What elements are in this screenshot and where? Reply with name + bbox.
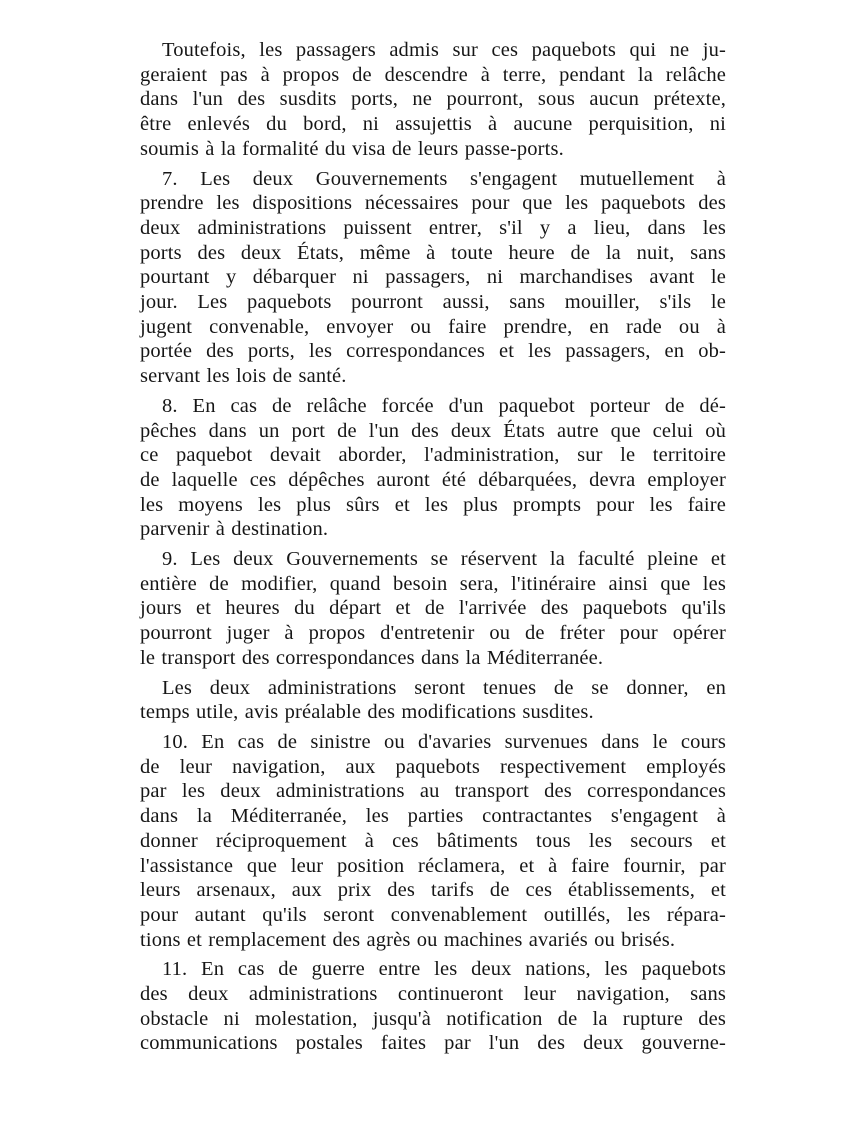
text-line: l'assistance que leur position réclamera, et à faire fournir, par xyxy=(140,854,726,877)
text-line: jours et heures du départ et de l'arrivée des paquebots qu'ils xyxy=(140,597,726,620)
article-9-addendum xyxy=(140,676,726,725)
text-line: prendre les dispositions nécessaires pour que les paquebots des xyxy=(140,192,726,215)
text-line: dans la Méditerranée, les parties contractantes s'engagent à xyxy=(140,805,726,828)
text-line: deux administrations puissent entrer, s'il y a lieu, dans les xyxy=(140,216,726,239)
text-line: Les deux administrations seront tenues de se donner, en xyxy=(162,676,726,699)
text-line: 11. En cas de guerre entre les deux nations, les paquebots xyxy=(162,958,726,981)
text-line: tions et remplacement des agrès ou machines avariés ou brisés. xyxy=(140,928,676,951)
text-line: pour autant qu'ils seront convenablement outillés, les répara- xyxy=(140,903,726,926)
text-line: leurs arsenaux, aux prix des tarifs de ces établissements, et xyxy=(140,879,726,902)
text-line: parvenir à destination. xyxy=(140,518,329,541)
body-text xyxy=(140,38,726,1061)
text-line: Toutefois, les passagers admis sur ces paquebots qui ne ju- xyxy=(162,39,726,61)
article-8 xyxy=(140,394,726,542)
text-line: pourront juger à propos d'entretenir ou de fréter pour opérer xyxy=(140,622,726,645)
text-line: geraient pas à propos de descendre à terre, pendant la relâche xyxy=(140,63,726,86)
text-line: être enlevés du bord, ni assujettis à aucune perquisition, ni xyxy=(140,113,726,136)
text-line: jugent convenable, envoyer ou faire prendre, en rade ou à xyxy=(140,315,726,338)
paragraph-passengers xyxy=(140,38,726,162)
article-9 xyxy=(140,547,726,671)
text-line: 8. En cas de relâche forcée d'un paquebot porteur de dé- xyxy=(162,394,726,417)
text-line: dans l'un des susdits ports, ne pourront, sous aucun prétexte, xyxy=(140,88,726,111)
text-line: communications postales faites par l'un des deux gouverne- xyxy=(140,1032,726,1055)
article-10 xyxy=(140,730,726,952)
text-line: jour. Les paquebots pourront aussi, sans mouiller, s'ils le xyxy=(140,291,726,314)
text-line: pêches dans un port de l'un des deux États autre que celui où xyxy=(140,419,726,442)
text-line: 7. Les deux Gouvernements s'engagent mutuellement à xyxy=(162,167,726,190)
text-line: portée des ports, les correspondances et les passagers, en ob- xyxy=(140,340,726,363)
text-line: de leur navigation, aux paquebots respectivement employés xyxy=(140,755,726,778)
text-line: donner réciproquement à ces bâtiments tous les secours et xyxy=(140,829,726,852)
text-line: ce paquebot devait aborder, l'administration, sur le territoire xyxy=(140,444,726,467)
text-line: soumis à la formalité du visa de leurs passe-ports. xyxy=(140,137,564,160)
text-line: servant les lois de santé. xyxy=(140,365,347,388)
text-line: les moyens les plus sûrs et les plus prompts pour les faire xyxy=(140,493,726,516)
text-line: pourtant y débarquer ni passagers, ni marchandises avant le xyxy=(140,266,726,289)
text-line: des deux administrations continueront leur navigation, sans xyxy=(140,983,726,1006)
text-line: obstacle ni molestation, jusqu'à notification de la rupture des xyxy=(140,1007,726,1030)
text-line: 10. En cas de sinistre ou d'avaries survenues dans le cours xyxy=(162,730,726,753)
text-line: ports des deux États, même à toute heure de la nuit, sans xyxy=(140,241,726,264)
text-line: de laquelle ces dépêches auront été débarquées, devra employer xyxy=(140,468,726,491)
text-line: 9. Les deux Gouvernements se réservent la faculté pleine et xyxy=(162,548,726,571)
text-line: entière de modifier, quand besoin sera, l'itinéraire ainsi que les xyxy=(140,572,726,595)
text-line: par les deux administrations au transport des correspondances xyxy=(140,780,726,803)
article-7 xyxy=(140,167,726,389)
text-line: le transport des correspondances dans la Méditerranée. xyxy=(140,646,604,669)
text-line: temps utile, avis préalable des modifications susdites. xyxy=(140,701,594,724)
article-11 xyxy=(140,957,726,1056)
